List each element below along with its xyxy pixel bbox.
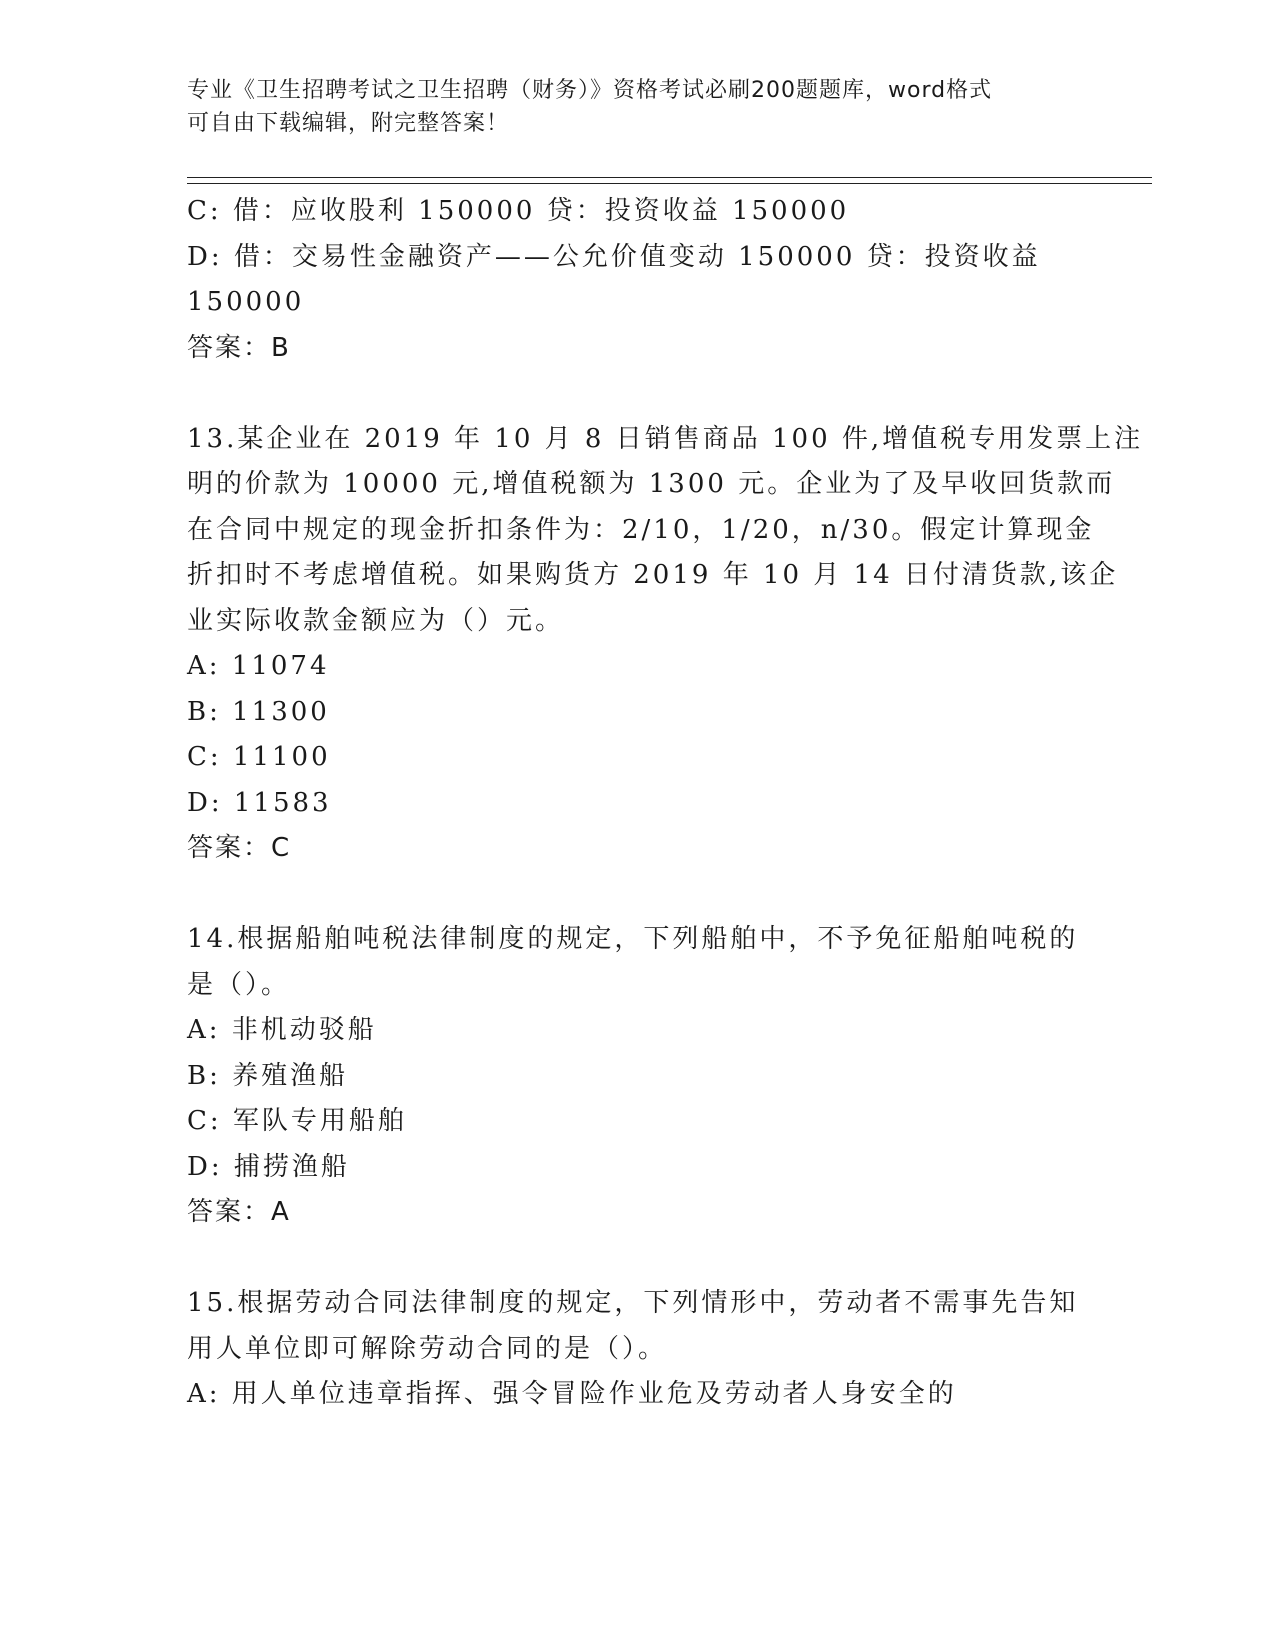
answer-line: 答案：C — [187, 833, 292, 863]
header-line: 可自由下载编辑，附完整答案！ — [187, 111, 510, 136]
question-carryover — [187, 189, 1087, 371]
option-a: A: 非机动驳船 — [187, 1015, 377, 1045]
option-d-continued: 150000 — [187, 287, 305, 317]
question-stem-line: 是（）。 — [187, 969, 291, 1000]
option-d: D: 捕捞渔船 — [187, 1151, 350, 1182]
question-stem-line: 13.某企业在 2019 年 10 月 8 日销售商品 100 件,增值税专用发票上注 — [187, 423, 1144, 454]
question-stem-line: 14.根据船舶吨税法律制度的规定，下列船舶中，不予免征船舶吨税的 — [187, 924, 1079, 954]
page-header — [187, 74, 1087, 140]
option-d: D: 11583 — [187, 787, 332, 818]
question-stem-line: 在合同中规定的现金折扣条件为：2/10，1/20，n/30。假定计算现金 — [187, 514, 1095, 545]
question-14 — [187, 917, 1087, 1236]
header-divider — [187, 177, 1152, 178]
question-stem-line: 用人单位即可解除劳动合同的是（）。 — [187, 1333, 668, 1364]
option-c: C: 11100 — [187, 742, 331, 772]
spacer — [187, 872, 1087, 918]
option-c: C: 军队专用船舶 — [187, 1106, 407, 1136]
spacer — [187, 1236, 1087, 1282]
option-b: B: 11300 — [187, 696, 330, 727]
header-divider — [187, 183, 1152, 184]
answer-line: 答案：B — [187, 332, 291, 363]
question-stem-line: 15.根据劳动合同法律制度的规定，下列情形中，劳动者不需事先告知 — [187, 1288, 1079, 1318]
option-d: D: 借：交易性金融资产——公允价值变动 150000 贷：投资收益 — [187, 241, 1041, 272]
spacer — [187, 371, 1087, 417]
question-stem-line: 业实际收款金额应为（）元。 — [187, 605, 565, 636]
option-b: B: 养殖渔船 — [187, 1060, 349, 1091]
document-body — [187, 189, 1144, 1418]
header-line: 专业《卫生招聘考试之卫生招聘（财务）》资格考试必刷200题题库，word格式 — [187, 78, 993, 103]
option-c: C: 借：应收股利 150000 贷：投资收益 150000 — [187, 196, 850, 226]
option-a: A: 用人单位违章指挥、强令冒险作业危及劳动者人身安全的 — [187, 1379, 957, 1409]
answer-line: 答案：A — [187, 1197, 291, 1227]
option-a: A: 11074 — [187, 651, 330, 681]
question-15 — [187, 1281, 1087, 1418]
question-13 — [187, 417, 1144, 872]
question-stem-line: 折扣时不考虑增值税。如果购货方 2019 年 10 月 14 日付清货款,该企 — [187, 560, 1119, 590]
question-stem-line: 明的价款为 10000 元,增值税额为 1300 元。企业为了及早收回货款而 — [187, 469, 1116, 499]
